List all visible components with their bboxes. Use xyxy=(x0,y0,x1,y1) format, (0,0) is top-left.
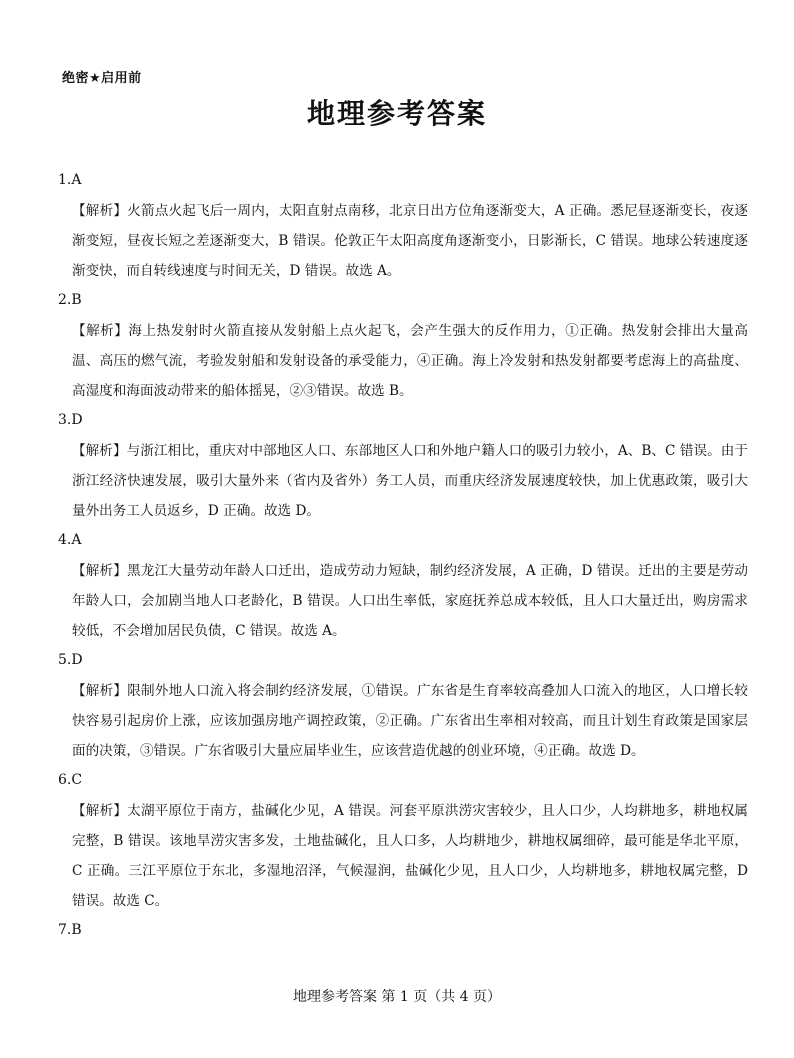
analysis-text xyxy=(58,316,748,406)
analysis-text xyxy=(58,676,748,766)
question-number: 3.D xyxy=(58,412,83,428)
analysis-body: 限制外地人口流入将会制约经济发展，①错误。广东省是生育率较高叠加人口流入的地区，人口增长较快容易引起房价上涨，应该加强房地产调控政策，②正确。广东省出生率相对较高，而且计划生育政策是国家层面的决策，③错误。广东省吸引大量应届毕业生，应该营造优越的创业环境，④正确。故选 D。 xyxy=(72,683,748,759)
analysis-body: 黑龙江大量劳动年龄人口迁出，造成劳动力短缺，制约经济发展，A 正确，D 错误。迁出的主要是劳动年龄人口，会加剧当地人口老龄化，B 错误。人口出生率低，家庭抚养总成本较低，且人口大量迁出，购房需求较低，不会增加居民负债，C 错误。故选 A。 xyxy=(72,563,749,639)
secret-label: 绝密★启用前 xyxy=(62,71,142,86)
analysis-text xyxy=(58,196,748,286)
analysis-text xyxy=(58,436,748,526)
analysis-body: 火箭点火起飞后一周内，太阳直射点南移，北京日出方位角逐渐变大，A 正确。悉尼昼逐渐变长，夜逐渐变短，昼夜长短之差逐渐变大，B 错误。伦敦正午太阳高度角逐渐变小，日影渐长，C 错误。地球公转速度逐渐变快，而自转线速度与时间无关，D 错误。故选 A。 xyxy=(72,203,748,279)
analysis-body: 海上热发射时火箭直接从发射船上点火起飞，会产生强大的反作用力，①正确。热发射会排出大量高温、高压的燃气流，考验发射船和发射设备的承受能力，④正确。海上冷发射和热发射都要考虑海上的高盐度、高湿度和海面波动带来的船体摇晃，②③错误。故选 B。 xyxy=(72,323,748,399)
answer-item xyxy=(58,410,748,526)
analysis-tag: 【解析】 xyxy=(72,203,128,219)
analysis-tag: 【解析】 xyxy=(72,443,127,459)
page-title: 地理参考答案 xyxy=(306,97,487,130)
analysis-tag: 【解析】 xyxy=(72,323,129,339)
answer-item xyxy=(58,290,748,406)
question-number: 5.D xyxy=(58,652,83,668)
analysis-tag: 【解析】 xyxy=(72,803,128,819)
question-number: 1.A xyxy=(58,172,82,188)
question-number: 6.C xyxy=(58,772,83,788)
page-footer: 地理参考答案 第 1 页（共 4 页） xyxy=(292,989,502,1005)
question-number: 2.B xyxy=(58,292,82,308)
answer-item xyxy=(58,770,748,916)
answer-item xyxy=(58,170,748,286)
answer-list xyxy=(58,170,748,946)
answer-item xyxy=(58,920,748,940)
answer-item xyxy=(58,650,748,766)
answer-item xyxy=(58,530,748,646)
question-number: 4.A xyxy=(58,532,82,548)
analysis-tag: 【解析】 xyxy=(72,683,128,699)
analysis-text xyxy=(58,796,748,916)
question-number: 7.B xyxy=(58,922,82,938)
analysis-body: 与浙江相比，重庆对中部地区人口、东部地区人口和外地户籍人口的吸引力较小，A、B、C 错误。由于浙江经济快速发展，吸引大量外来（省内及省外）务工人员，而重庆经济发展速度较快，加上优惠政策，吸引大量外出务工人员返乡，D 正确。故选 D。 xyxy=(72,443,749,519)
analysis-text xyxy=(58,556,748,646)
analysis-tag: 【解析】 xyxy=(72,563,128,579)
analysis-body: 太湖平原位于南方，盐碱化少见，A 错误。河套平原洪涝灾害较少，且人口少，人均耕地多，耕地权属完整，B 错误。该地旱涝灾害多发，土地盐碱化，且人口多，人均耕地少，耕地权属细碎，最可能是华北平原，C 正确。三江平原位于东北，多湿地沼泽，气候湿润，盐碱化少见，且人口少，人均耕地多，耕地权属完整，D 错误。故选 C。 xyxy=(72,803,748,909)
